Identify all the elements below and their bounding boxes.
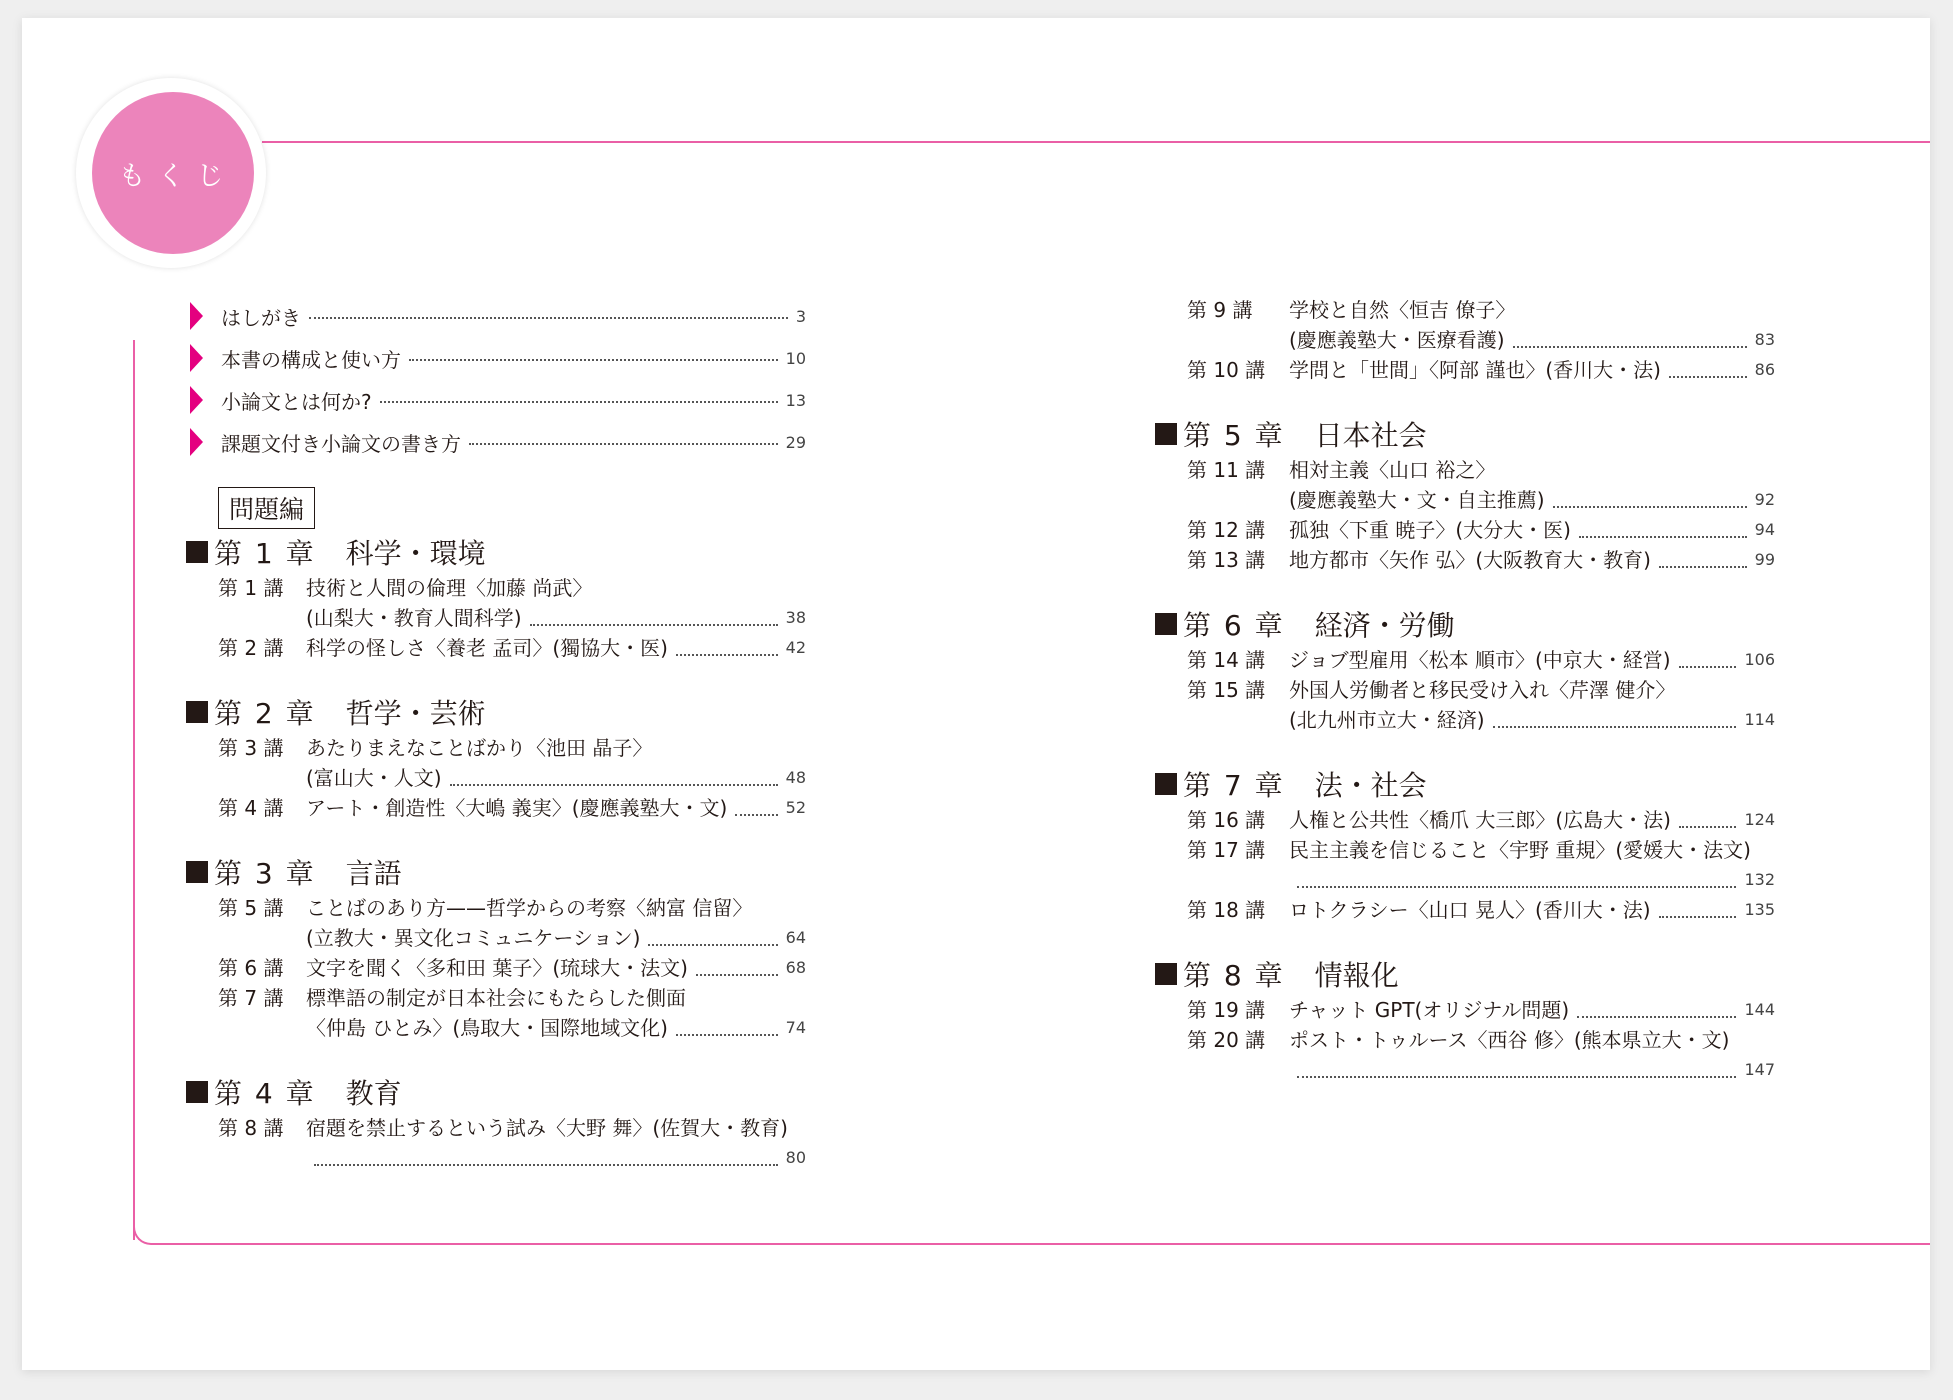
page-number: 114	[1744, 710, 1775, 729]
toc-title: もくじ	[118, 160, 236, 192]
intro-title: 小論文とは何か?	[221, 389, 372, 414]
lecture-title: チャット GPT(オリジナル問題)	[1289, 998, 1570, 1022]
lecture-entry[interactable]	[1155, 645, 1775, 675]
leader-dots	[314, 1164, 778, 1166]
chapter-number: 第 7 章	[1183, 769, 1285, 802]
lecture-title: 外国人労働者と移民受け入れ〈芹澤 健介〉	[1289, 678, 1676, 702]
intro-title: 課題文付き小論文の書き方	[221, 431, 461, 456]
leader-dots	[1679, 826, 1736, 828]
frame-bottom-rule	[133, 1225, 1930, 1245]
lecture-number: 第 7 講	[218, 986, 284, 1010]
chapter-number: 第 8 章	[1183, 959, 1285, 992]
intro-item[interactable]	[186, 379, 806, 421]
square-bullet-icon	[186, 541, 208, 563]
leader-dots	[409, 359, 778, 361]
lecture-entry[interactable]	[1155, 675, 1775, 735]
lecture-entry[interactable]	[1155, 545, 1775, 575]
lecture-source: (北九州市立大・経済)	[1289, 708, 1485, 732]
leader-dots	[1669, 376, 1747, 378]
page-number: 80	[785, 1148, 806, 1167]
lecture-entry[interactable]	[186, 893, 806, 953]
lecture-number: 第 11 講	[1187, 458, 1266, 482]
lecture-number: 第 15 講	[1187, 678, 1266, 702]
chapter-heading[interactable]	[1155, 953, 1775, 995]
square-bullet-icon	[186, 861, 208, 883]
lecture-entry[interactable]	[186, 953, 806, 983]
chapter-title: 法・社会	[1314, 769, 1427, 802]
page-number: 147	[1744, 1060, 1775, 1079]
page-number: 94	[1754, 520, 1775, 539]
page-number: 132	[1744, 870, 1775, 889]
lecture-title: ロトクラシー〈山口 晃人〉(香川大・法)	[1289, 898, 1651, 922]
lecture-number: 第 2 講	[218, 636, 284, 660]
frame-left-rule	[133, 340, 135, 1240]
lecture-number: 第 10 講	[1187, 358, 1266, 382]
triangle-marker-icon	[190, 302, 203, 330]
lecture-number: 第 8 講	[218, 1116, 284, 1140]
square-bullet-icon	[1155, 613, 1177, 635]
chapter-title: 情報化	[1314, 959, 1399, 992]
lecture-entry[interactable]	[1155, 515, 1775, 545]
lecture-title: 科学の怪しさ〈養老 孟司〉(獨協大・医)	[306, 636, 668, 660]
lecture-number: 第 1 講	[218, 576, 284, 600]
page-number: 3	[795, 306, 806, 326]
lecture-title: 相対主義〈山口 裕之〉	[1289, 458, 1496, 482]
section-label: 問題編	[218, 487, 315, 529]
lecture-number: 第 17 講	[1187, 838, 1266, 862]
leader-dots	[648, 944, 777, 946]
leader-dots	[1297, 886, 1736, 888]
lecture-entry[interactable]	[1155, 995, 1775, 1025]
lecture-title: 学校と自然〈恒吉 僚子〉	[1289, 298, 1516, 322]
chapter-number: 第 6 章	[1183, 609, 1285, 642]
chapter-3	[186, 851, 806, 1043]
lecture-source: 〈仲島 ひとみ〉(鳥取大・国際地域文化)	[306, 1016, 668, 1040]
page-number: 29	[785, 432, 806, 452]
lecture-entry[interactable]	[186, 573, 806, 633]
lecture-title: 標準語の制定が日本社会にもたらした側面	[306, 986, 686, 1010]
lecture-number: 第 12 講	[1187, 518, 1266, 542]
chapter-title: 哲学・芸術	[345, 697, 486, 730]
leader-dots	[1579, 536, 1747, 538]
lecture-entry[interactable]	[1155, 805, 1775, 835]
leader-dots	[676, 1034, 778, 1036]
square-bullet-icon	[1155, 773, 1177, 795]
chapter-heading[interactable]	[1155, 603, 1775, 645]
leader-dots	[450, 784, 778, 786]
lecture-title: 技術と人間の倫理〈加藤 尚武〉	[306, 576, 593, 600]
toc-right-column	[1155, 295, 1775, 1085]
lecture-number: 第 19 講	[1187, 998, 1266, 1022]
chapter-2	[186, 691, 806, 823]
lecture-number: 第 3 講	[218, 736, 284, 760]
toc-badge	[92, 92, 254, 254]
page-number: 99	[1754, 550, 1775, 569]
page-number: 64	[785, 928, 806, 947]
leader-dots	[1679, 666, 1737, 668]
chapter-number: 第 1 章	[214, 537, 316, 570]
toc-left-column	[186, 295, 806, 1173]
square-bullet-icon	[1155, 963, 1177, 985]
lecture-entry[interactable]	[1155, 835, 1775, 895]
lecture-entry[interactable]	[1155, 455, 1775, 515]
lecture-number: 第 4 講	[218, 796, 284, 820]
lecture-source: (慶應義塾大・文・自主推薦)	[1289, 488, 1545, 512]
page-number: 124	[1744, 810, 1775, 829]
lecture-number: 第 16 講	[1187, 808, 1266, 832]
lecture-source: (立教大・異文化コミュニケーション)	[306, 926, 641, 950]
page-number: 135	[1744, 900, 1775, 919]
lecture-number: 第 9 講	[1187, 298, 1253, 322]
leader-dots	[1577, 1016, 1736, 1018]
square-bullet-icon	[1155, 423, 1177, 445]
chapter-heading[interactable]	[186, 851, 806, 893]
chapter-8	[1155, 953, 1775, 1085]
leader-dots	[309, 317, 788, 319]
intro-title: はしがき	[221, 305, 301, 330]
lecture-title: 民主主義を信じること〈宇野 重規〉(愛媛大・法文)	[1289, 838, 1751, 862]
chapter-1	[186, 531, 806, 663]
lecture-entry[interactable]	[186, 793, 806, 823]
leader-dots	[1493, 726, 1737, 728]
page-number: 42	[785, 638, 806, 657]
lecture-number: 第 5 講	[218, 896, 284, 920]
leader-dots	[1659, 566, 1747, 568]
leader-dots	[1659, 916, 1737, 918]
leader-dots	[676, 654, 778, 656]
square-bullet-icon	[186, 701, 208, 723]
lecture-entry[interactable]	[1155, 1025, 1775, 1085]
intro-item[interactable]	[186, 295, 806, 337]
chapter-title: 経済・労働	[1314, 609, 1455, 642]
leader-dots	[469, 443, 778, 445]
page-number: 106	[1744, 650, 1775, 669]
chapter-title: 日本社会	[1314, 419, 1427, 452]
lecture-number: 第 6 講	[218, 956, 284, 980]
page-number: 86	[1754, 360, 1775, 379]
leader-dots	[1553, 506, 1747, 508]
lecture-number: 第 13 講	[1187, 548, 1266, 572]
leader-dots	[696, 974, 778, 976]
chapter-heading[interactable]	[1155, 413, 1775, 455]
chapter-heading[interactable]	[186, 1071, 806, 1113]
lecture-entry[interactable]	[1155, 895, 1775, 925]
chapter-4	[186, 1071, 806, 1173]
intro-item[interactable]	[186, 421, 806, 463]
lecture-entry[interactable]	[186, 633, 806, 663]
chapter-heading[interactable]	[186, 691, 806, 733]
lecture-entry[interactable]	[1155, 295, 1775, 355]
lecture-entry[interactable]	[186, 1113, 806, 1173]
page-number: 144	[1744, 1000, 1775, 1019]
triangle-marker-icon	[190, 386, 203, 414]
page-number: 10	[785, 348, 806, 368]
lecture-source: (山梨大・教育人間科学)	[306, 606, 522, 630]
intro-title: 本書の構成と使い方	[221, 347, 401, 372]
chapter-title: 科学・環境	[345, 537, 486, 570]
chapter-number: 第 4 章	[214, 1077, 316, 1110]
chapter-number: 第 3 章	[214, 857, 316, 890]
chapter-title: 言語	[345, 857, 402, 890]
chapter-7	[1155, 763, 1775, 925]
lecture-number: 第 18 講	[1187, 898, 1266, 922]
page-number: 92	[1754, 490, 1775, 509]
chapter-number: 第 2 章	[214, 697, 316, 730]
leader-dots	[1513, 346, 1747, 348]
lecture-number: 第 20 講	[1187, 1028, 1266, 1052]
square-bullet-icon	[186, 1081, 208, 1103]
lecture-title: 文字を聞く〈多和田 葉子〉(琉球大・法文)	[306, 956, 688, 980]
leader-dots	[530, 624, 778, 626]
page-number: 48	[785, 768, 806, 787]
lecture-title: 学問と「世間」〈阿部 謹也〉(香川大・法)	[1289, 358, 1661, 382]
chapter-heading[interactable]	[186, 531, 806, 573]
page-number: 68	[785, 958, 806, 977]
frame-top-rule	[262, 141, 1930, 143]
intro-item[interactable]	[186, 337, 806, 379]
leader-dots	[735, 814, 777, 816]
lecture-entry[interactable]	[186, 983, 806, 1043]
lecture-title: ジョブ型雇用〈松本 順市〉(中京大・経営)	[1289, 648, 1671, 672]
triangle-marker-icon	[190, 428, 203, 456]
lecture-title: ことばのあり方——哲学からの考察〈納富 信留〉	[306, 896, 753, 920]
lecture-title: アート・創造性〈大嶋 義実〉(慶應義塾大・文)	[306, 796, 728, 820]
lecture-source: (慶應義塾大・医療看護)	[1289, 328, 1505, 352]
page-number: 74	[785, 1018, 806, 1037]
lecture-entry[interactable]	[186, 733, 806, 793]
page-number: 38	[785, 608, 806, 627]
chapter-number: 第 5 章	[1183, 419, 1285, 452]
lecture-title: ポスト・トゥルース〈西谷 修〉(熊本県立大・文)	[1289, 1028, 1730, 1052]
lecture-title: 人権と公共性〈橋爪 大三郎〉(広島大・法)	[1289, 808, 1671, 832]
lecture-number: 第 14 講	[1187, 648, 1266, 672]
leader-dots	[1297, 1076, 1736, 1078]
lecture-source: (富山大・人文)	[306, 766, 442, 790]
lecture-title: 地方都市〈矢作 弘〉(大阪教育大・教育)	[1289, 548, 1651, 572]
leader-dots	[380, 401, 778, 403]
page-number: 83	[1754, 330, 1775, 349]
chapter-5	[1155, 413, 1775, 575]
page-number: 52	[785, 798, 806, 817]
lecture-title: 孤独〈下重 暁子〉(大分大・医)	[1289, 518, 1571, 542]
page-number: 13	[785, 390, 806, 410]
chapter-title: 教育	[345, 1077, 402, 1110]
lecture-title: あたりまえなことばかり〈池田 晶子〉	[306, 736, 653, 760]
chapter-heading[interactable]	[1155, 763, 1775, 805]
lecture-entry[interactable]	[1155, 355, 1775, 385]
chapter-6	[1155, 603, 1775, 735]
lecture-title: 宿題を禁止するという試み〈大野 舞〉(佐賀大・教育)	[306, 1116, 788, 1140]
triangle-marker-icon	[190, 344, 203, 372]
